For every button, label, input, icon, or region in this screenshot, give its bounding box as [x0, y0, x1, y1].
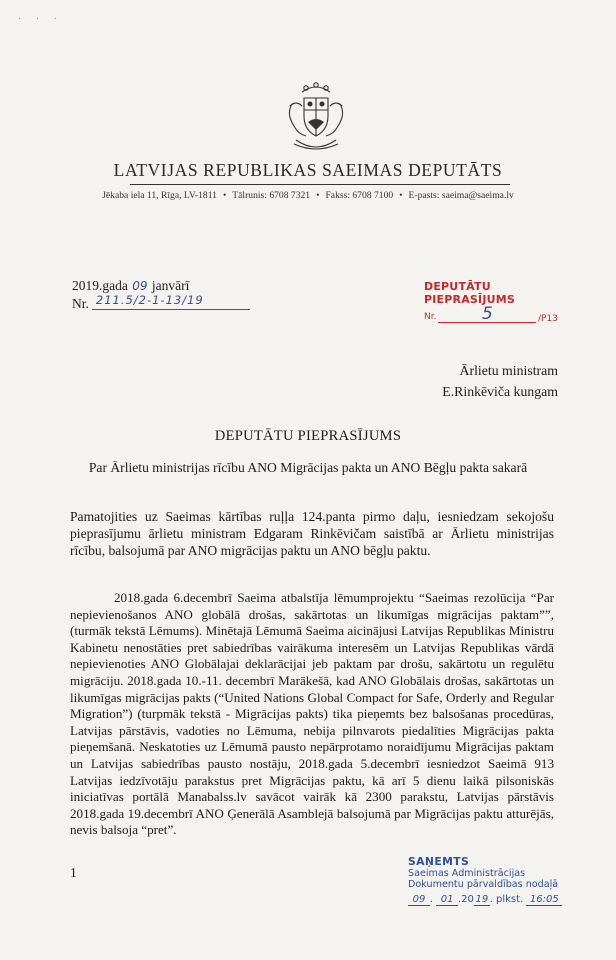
stamp-title: DEPUTĀTU PIEPRASĪJUMS [424, 280, 516, 306]
contact-separator: • [399, 190, 403, 201]
nr-line [72, 294, 250, 312]
received-stamp-title: SAŅEMTS [408, 855, 470, 868]
contact-fax: Fakss: 6708 7100 [325, 190, 394, 201]
stamp-suffix: /P13 [538, 314, 558, 324]
contact-address: Jēkaba iela 11, Rīga, LV-1811 [102, 190, 217, 201]
page-number: 1 [70, 865, 77, 880]
received-time: 16:05 [526, 894, 562, 907]
contact-separator: • [316, 190, 320, 201]
nr-field [92, 294, 250, 310]
received-stamp-date: 09 . 01 .20 19 . plkst. 16:05 [408, 894, 578, 907]
contact-email: E-pasts: saeima@saeima.lv [408, 190, 514, 201]
date-month: janvārī [151, 278, 190, 293]
body-paragraph-1: Pamatojities uz Saeimas kārtības ruļļa 124.panta pirmo daļu, iesniedzam sekojošu pieprasījumu ārlietu ministram Edgaram Rinkēvičam saistībā ar Ārlietu ministrijas rīcību, balsojumā par ANO migrācijas paktu un ANO bēgļu paktu. [70, 509, 554, 558]
stamp-number-line [424, 304, 564, 328]
received-year-suffix: 19 [475, 893, 489, 905]
letterhead-rule [130, 184, 510, 185]
date-day-handwritten: 09 [132, 279, 148, 293]
addressee-line1: Ārlietu ministram [459, 363, 558, 378]
document-subject: Par Ārlietu ministrijas rīcību ANO Migrācijas pakta un ANO Bēgļu pakta sakarā [88, 460, 528, 475]
received-year-prefix: 20 [461, 893, 474, 905]
letterhead-title: LATVIJAS REPUBLIKAS SAEIMAS DEPUTĀTS [113, 160, 503, 180]
date-line [72, 278, 189, 294]
coat-of-arms-emblem [282, 82, 350, 154]
received-stamp-line2: Dokumentu pārvaldības nodaļā [408, 879, 559, 890]
nr-label: Nr. [72, 296, 89, 311]
received-stamp-line1: Saeimas Administrācijas [408, 867, 526, 879]
stamp-number: 5 [482, 304, 493, 324]
received-time-label: plkst. [496, 893, 524, 905]
addressee-line2: E.Rinkēviča kungam [442, 384, 558, 399]
body-paragraph-2: 2018.gada 6.decembrī Saeima atbalstīja lēmumprojektu “Saeimas rezolūcija “Par nepievienošanos ANO globālā drošas, sakārtotas un likumīgas migrācijas paktam””, (turmāk tekstā Lēmums). Minētajā Lēmumā Saeima aicinājusi Latvijas Republikas Ministru Kabinetu nenostāties pret sabiedrības vairākuma interesēm un Latvijas Republikas vārdā nepievienoties ANO Globālajai deklarācijai jeb paktam par drošu, sakārtotu un regulētu migrāciju. 2018.gada 10.-11. decembrī Marākešā, kad ANO Globālais drošas, sakārtotas un likumīgas migrācijas pakts (“United Nations Global Compact for Safe, Orderly and Regular Migration”) (turpmāk tekstā - Migrācijas pakts) tika pieņemts bez balsošanas procedūras, Latvijas pārstāvis, vadoties no Lēmuma, nebija pilnvarots piedalīties Migrācijas pakta pieņemšanā. Neskatoties uz Lēmumā pausto nepārprotamo noraidījumu Migrācijas paktam un Latvijas sabiedrības pausto nostāju, 2018.gada 5.decembrī iesniedzot Saeimā 913 Latvijas iedzīvotāju parakstus pret Migrācijas paktu, kā arī 5 dienu laikā pilsoniskās iniciatīvas portālā Manabalss.lv savācot vairāk kā 2300 parakstu, Latvijas pārstāvis 2018.gada 19.decembrī ANO Ģenerālā Asamblejā balsojumā par Migrācijas paktu atturējās, nevis balsoja “pret”. [70, 590, 554, 838]
document-title: DEPUTĀTU PIEPRASĪJUMS [214, 428, 402, 444]
addressee-block [442, 360, 558, 402]
scan-specks: · · · [18, 14, 63, 25]
stamp-nr-label: Nr. [424, 312, 437, 322]
date-year: 2019.gada [72, 278, 128, 293]
received-stamp [408, 856, 578, 906]
nr-handwritten: 211.5/2-1-13/19 [95, 293, 204, 307]
received-month: 01 [436, 894, 458, 907]
letterhead-contact [0, 190, 616, 201]
received-day: 09 [408, 894, 430, 907]
deputy-request-stamp [424, 280, 564, 328]
contact-separator: • [222, 190, 227, 201]
contact-phone: Tālrunis: 6708 7321 [232, 190, 311, 201]
